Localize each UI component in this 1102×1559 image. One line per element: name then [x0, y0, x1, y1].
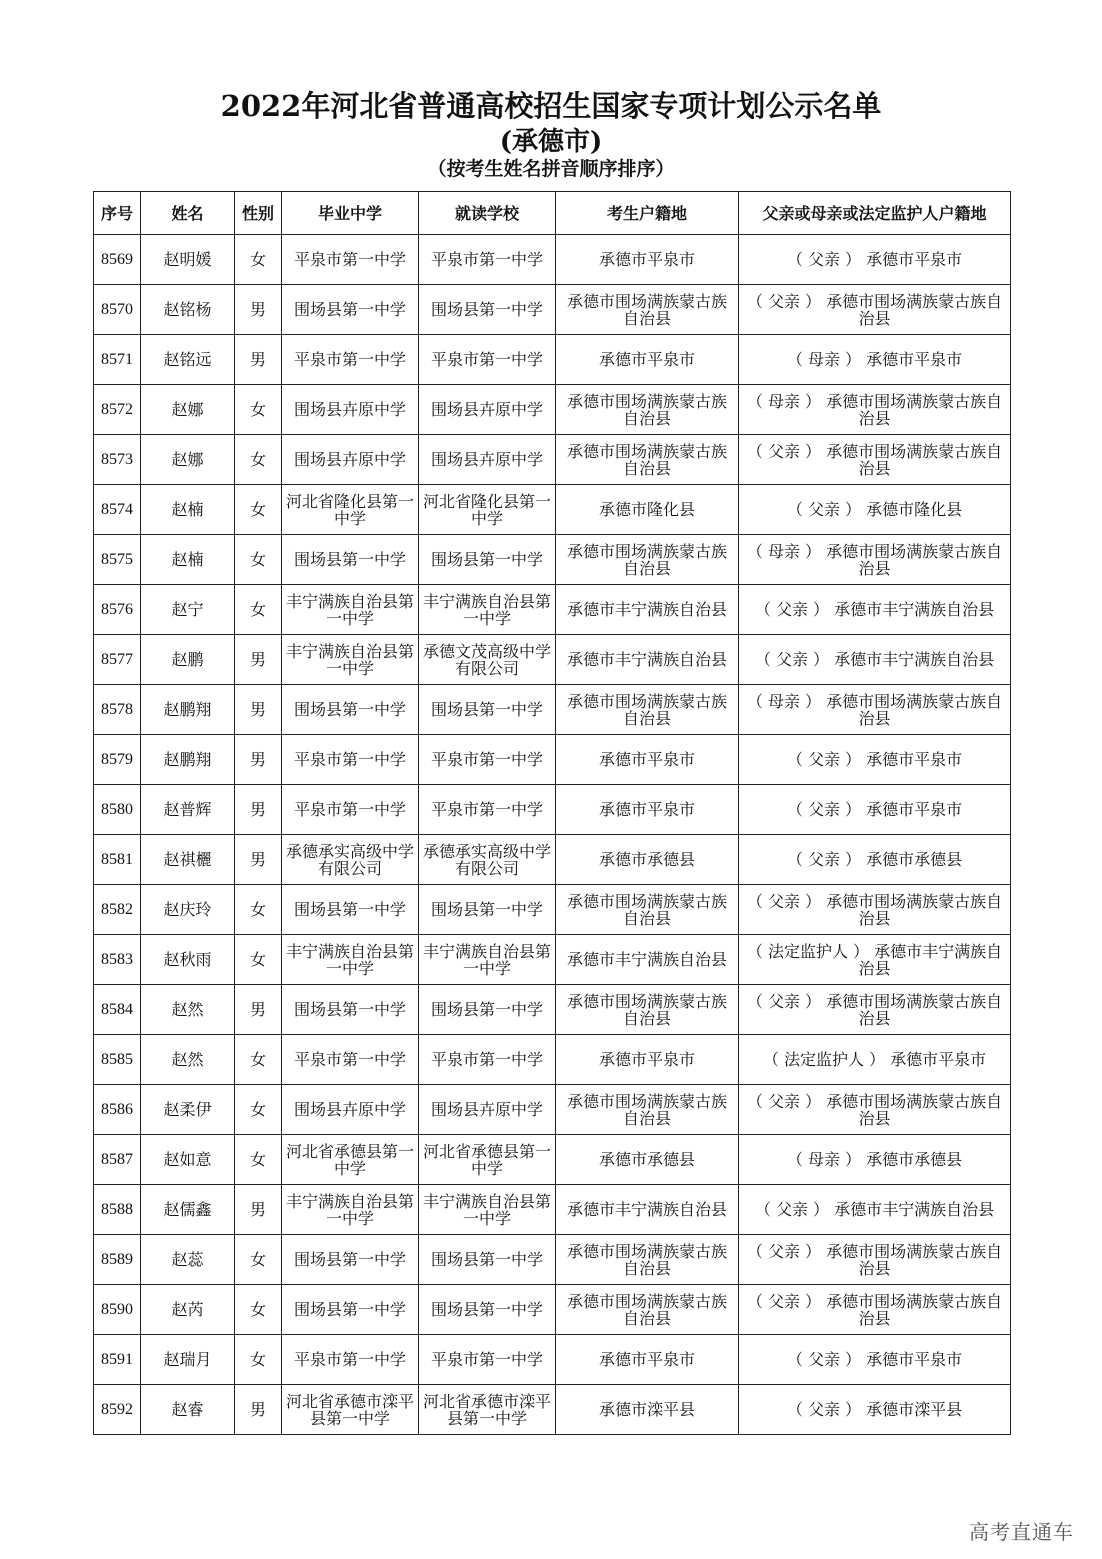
- cell-seq: 8585: [94, 1035, 141, 1085]
- cell-graduation-school: 围场县第一中学: [282, 535, 419, 585]
- cell-seq: 8574: [94, 485, 141, 535]
- cell-guardian-registration: （ 父亲 ） 承德市平泉市: [739, 785, 1011, 835]
- cell-current-school: 围场县第一中学: [419, 985, 556, 1035]
- cell-guardian-registration: （ 父亲 ） 承德市围场满族蒙古族自治县: [739, 435, 1011, 485]
- cell-name: 赵然: [141, 1035, 235, 1085]
- cell-current-school: 平泉市第一中学: [419, 785, 556, 835]
- cell-guardian-registration: （ 母亲 ） 承德市承德县: [739, 1135, 1011, 1185]
- cell-gender: 女: [235, 1335, 282, 1385]
- cell-gender: 女: [235, 885, 282, 935]
- cell-name: 赵娜: [141, 435, 235, 485]
- table-row: [94, 985, 1011, 1035]
- cell-current-school: 河北省承德县第一中学: [419, 1135, 556, 1185]
- table-row: [94, 535, 1011, 585]
- cell-name: 赵鹏: [141, 635, 235, 685]
- table-row: [94, 635, 1011, 685]
- cell-seq: 8570: [94, 285, 141, 335]
- cell-gender: 男: [235, 635, 282, 685]
- cell-current-school: 围场县第一中学: [419, 535, 556, 585]
- table-row: [94, 1335, 1011, 1385]
- cell-name: 赵楠: [141, 485, 235, 535]
- cell-gender: 男: [235, 1185, 282, 1235]
- table-row: [94, 885, 1011, 935]
- cell-guardian-registration: （ 父亲 ） 承德市围场满族蒙古族自治县: [739, 1285, 1011, 1335]
- cell-guardian-registration: （ 父亲 ） 承德市平泉市: [739, 735, 1011, 785]
- cell-guardian-registration: （ 父亲 ） 承德市围场满族蒙古族自治县: [739, 885, 1011, 935]
- cell-gender: 男: [235, 335, 282, 385]
- cell-current-school: 丰宁满族自治县第一中学: [419, 585, 556, 635]
- header-seq: 序号: [94, 192, 141, 235]
- cell-seq: 8588: [94, 1185, 141, 1235]
- cell-household-registration: 承德市围场满族蒙古族自治县: [556, 535, 739, 585]
- cell-gender: 女: [235, 1135, 282, 1185]
- cell-seq: 8576: [94, 585, 141, 635]
- cell-gender: 女: [235, 935, 282, 985]
- cell-gender: 女: [235, 435, 282, 485]
- cell-gender: 女: [235, 485, 282, 535]
- cell-seq: 8577: [94, 635, 141, 685]
- cell-current-school: 围场县第一中学: [419, 1285, 556, 1335]
- cell-household-registration: 承德市围场满族蒙古族自治县: [556, 285, 739, 335]
- table-body: [94, 235, 1011, 1435]
- cell-seq: 8580: [94, 785, 141, 835]
- cell-name: 赵明媛: [141, 235, 235, 285]
- cell-guardian-registration: （ 母亲 ） 承德市围场满族蒙古族自治县: [739, 385, 1011, 435]
- cell-current-school: 承德承实高级中学有限公司: [419, 835, 556, 885]
- cell-guardian-registration: （ 父亲 ） 承德市平泉市: [739, 235, 1011, 285]
- cell-household-registration: 承德市围场满族蒙古族自治县: [556, 985, 739, 1035]
- cell-current-school: 河北省隆化县第一中学: [419, 485, 556, 535]
- cell-gender: 女: [235, 235, 282, 285]
- cell-guardian-registration: （ 母亲 ） 承德市平泉市: [739, 335, 1011, 385]
- cell-guardian-registration: （ 父亲 ） 承德市滦平县: [739, 1385, 1011, 1435]
- table-row: [94, 1185, 1011, 1235]
- cell-current-school: 围场县第一中学: [419, 285, 556, 335]
- cell-name: 赵蕊: [141, 1235, 235, 1285]
- header-current-school: 就读学校: [419, 192, 556, 235]
- cell-gender: 男: [235, 985, 282, 1035]
- table-row: [94, 685, 1011, 735]
- cell-guardian-registration: （ 母亲 ） 承德市围场满族蒙古族自治县: [739, 685, 1011, 735]
- cell-graduation-school: 平泉市第一中学: [282, 735, 419, 785]
- cell-gender: 女: [235, 1035, 282, 1085]
- cell-name: 赵如意: [141, 1135, 235, 1185]
- cell-seq: 8575: [94, 535, 141, 585]
- cell-guardian-registration: （ 父亲 ） 承德市围场满族蒙古族自治县: [739, 285, 1011, 335]
- cell-guardian-registration: （ 母亲 ） 承德市围场满族蒙古族自治县: [739, 535, 1011, 585]
- table-row: [94, 785, 1011, 835]
- table-row: [94, 1085, 1011, 1135]
- cell-guardian-registration: （ 父亲 ） 承德市围场满族蒙古族自治县: [739, 1235, 1011, 1285]
- admission-roster-table: [93, 191, 1011, 1435]
- cell-seq: 8591: [94, 1335, 141, 1385]
- cell-graduation-school: 河北省隆化县第一中学: [282, 485, 419, 535]
- cell-graduation-school: 围场县第一中学: [282, 985, 419, 1035]
- watermark-text: 高考直通车: [969, 1520, 1074, 1544]
- cell-current-school: 平泉市第一中学: [419, 735, 556, 785]
- cell-gender: 女: [235, 1285, 282, 1335]
- cell-guardian-registration: （ 父亲 ） 承德市隆化县: [739, 485, 1011, 535]
- cell-name: 赵鹏翔: [141, 735, 235, 785]
- cell-household-registration: 承德市滦平县: [556, 1385, 739, 1435]
- cell-graduation-school: 丰宁满族自治县第一中学: [282, 935, 419, 985]
- cell-guardian-registration: （ 法定监护人 ） 承德市平泉市: [739, 1035, 1011, 1085]
- cell-graduation-school: 围场县第一中学: [282, 1285, 419, 1335]
- cell-seq: 8586: [94, 1085, 141, 1135]
- cell-name: 赵然: [141, 985, 235, 1035]
- cell-graduation-school: 平泉市第一中学: [282, 235, 419, 285]
- cell-guardian-registration: （ 法定监护人 ） 承德市丰宁满族自治县: [739, 935, 1011, 985]
- cell-seq: 8583: [94, 935, 141, 985]
- cell-graduation-school: 承德承实高级中学有限公司: [282, 835, 419, 885]
- cell-current-school: 丰宁满族自治县第一中学: [419, 1185, 556, 1235]
- cell-seq: 8572: [94, 385, 141, 435]
- cell-current-school: 丰宁满族自治县第一中学: [419, 935, 556, 985]
- cell-seq: 8584: [94, 985, 141, 1035]
- table-row: [94, 585, 1011, 635]
- cell-guardian-registration: （ 父亲 ） 承德市丰宁满族自治县: [739, 585, 1011, 635]
- cell-current-school: 围场县卉原中学: [419, 435, 556, 485]
- table-row: [94, 1385, 1011, 1435]
- table-row: [94, 1135, 1011, 1185]
- cell-name: 赵秋雨: [141, 935, 235, 985]
- cell-gender: 男: [235, 685, 282, 735]
- cell-household-registration: 承德市平泉市: [556, 1335, 739, 1385]
- cell-household-registration: 承德市丰宁满族自治县: [556, 1185, 739, 1235]
- cell-graduation-school: 平泉市第一中学: [282, 1335, 419, 1385]
- cell-household-registration: 承德市承德县: [556, 835, 739, 885]
- table-row: [94, 285, 1011, 335]
- cell-current-school: 平泉市第一中学: [419, 235, 556, 285]
- table-row: [94, 235, 1011, 285]
- header-household-registration: 考生户籍地: [556, 192, 739, 235]
- cell-graduation-school: 围场县卉原中学: [282, 435, 419, 485]
- cell-seq: 8589: [94, 1235, 141, 1285]
- cell-graduation-school: 围场县卉原中学: [282, 1085, 419, 1135]
- cell-current-school: 平泉市第一中学: [419, 335, 556, 385]
- cell-household-registration: 承德市丰宁满族自治县: [556, 635, 739, 685]
- cell-name: 赵睿: [141, 1385, 235, 1435]
- cell-gender: 男: [235, 835, 282, 885]
- document-city-subtitle: (承德市): [499, 127, 603, 157]
- cell-guardian-registration: （ 父亲 ） 承德市平泉市: [739, 1335, 1011, 1385]
- cell-name: 赵楠: [141, 535, 235, 585]
- cell-name: 赵宁: [141, 585, 235, 635]
- cell-current-school: 围场县第一中学: [419, 1235, 556, 1285]
- cell-gender: 男: [235, 735, 282, 785]
- cell-graduation-school: 围场县卉原中学: [282, 385, 419, 435]
- cell-graduation-school: 丰宁满族自治县第一中学: [282, 585, 419, 635]
- cell-name: 赵祺欐: [141, 835, 235, 885]
- cell-name: 赵儒鑫: [141, 1185, 235, 1235]
- cell-household-registration: 承德市丰宁满族自治县: [556, 935, 739, 985]
- cell-seq: 8579: [94, 735, 141, 785]
- cell-gender: 男: [235, 285, 282, 335]
- cell-household-registration: 承德市围场满族蒙古族自治县: [556, 1285, 739, 1335]
- cell-graduation-school: 河北省承德市滦平县第一中学: [282, 1385, 419, 1435]
- cell-seq: 8573: [94, 435, 141, 485]
- table-row: [94, 935, 1011, 985]
- cell-household-registration: 承德市围场满族蒙古族自治县: [556, 885, 739, 935]
- cell-graduation-school: 平泉市第一中学: [282, 785, 419, 835]
- cell-guardian-registration: （ 父亲 ） 承德市承德县: [739, 835, 1011, 885]
- cell-name: 赵芮: [141, 1285, 235, 1335]
- cell-graduation-school: 围场县第一中学: [282, 285, 419, 335]
- cell-household-registration: 承德市丰宁满族自治县: [556, 585, 739, 635]
- cell-seq: 8581: [94, 835, 141, 885]
- header-name: 姓名: [141, 192, 235, 235]
- cell-name: 赵柔伊: [141, 1085, 235, 1135]
- cell-current-school: 围场县第一中学: [419, 685, 556, 735]
- cell-graduation-school: 丰宁满族自治县第一中学: [282, 1185, 419, 1235]
- table-row: [94, 735, 1011, 785]
- cell-name: 赵普辉: [141, 785, 235, 835]
- cell-current-school: 平泉市第一中学: [419, 1335, 556, 1385]
- cell-household-registration: 承德市平泉市: [556, 335, 739, 385]
- cell-gender: 男: [235, 1385, 282, 1435]
- cell-current-school: 围场县卉原中学: [419, 1085, 556, 1135]
- cell-seq: 8590: [94, 1285, 141, 1335]
- table-row: [94, 485, 1011, 535]
- table-row: [94, 1035, 1011, 1085]
- cell-household-registration: 承德市围场满族蒙古族自治县: [556, 1235, 739, 1285]
- cell-guardian-registration: （ 父亲 ） 承德市围场满族蒙古族自治县: [739, 985, 1011, 1035]
- cell-name: 赵鹏翔: [141, 685, 235, 735]
- table-row: [94, 385, 1011, 435]
- header-gender: 性别: [235, 192, 282, 235]
- cell-graduation-school: 平泉市第一中学: [282, 335, 419, 385]
- header-graduation-school: 毕业中学: [282, 192, 419, 235]
- cell-graduation-school: 河北省承德县第一中学: [282, 1135, 419, 1185]
- cell-current-school: 平泉市第一中学: [419, 1035, 556, 1085]
- cell-name: 赵铭远: [141, 335, 235, 385]
- table-row: [94, 435, 1011, 485]
- cell-seq: 8592: [94, 1385, 141, 1435]
- cell-household-registration: 承德市围场满族蒙古族自治县: [556, 1085, 739, 1135]
- header-guardian-registration: 父亲或母亲或法定监护人户籍地: [739, 192, 1011, 235]
- cell-household-registration: 承德市承德县: [556, 1135, 739, 1185]
- cell-household-registration: 承德市隆化县: [556, 485, 739, 535]
- cell-household-registration: 承德市围场满族蒙古族自治县: [556, 685, 739, 735]
- cell-seq: 8582: [94, 885, 141, 935]
- cell-current-school: 围场县第一中学: [419, 885, 556, 935]
- cell-current-school: 围场县卉原中学: [419, 385, 556, 435]
- cell-current-school: 河北省承德市滦平县第一中学: [419, 1385, 556, 1435]
- cell-gender: 女: [235, 535, 282, 585]
- cell-graduation-school: 围场县第一中学: [282, 685, 419, 735]
- cell-seq: 8578: [94, 685, 141, 735]
- cell-guardian-registration: （ 父亲 ） 承德市丰宁满族自治县: [739, 1185, 1011, 1235]
- cell-household-registration: 承德市平泉市: [556, 1035, 739, 1085]
- cell-name: 赵庆玲: [141, 885, 235, 935]
- cell-seq: 8587: [94, 1135, 141, 1185]
- document-title: 2022年河北省普通高校招生国家专项计划公示名单: [220, 89, 882, 123]
- cell-graduation-school: 丰宁满族自治县第一中学: [282, 635, 419, 685]
- cell-gender: 男: [235, 785, 282, 835]
- cell-seq: 8571: [94, 335, 141, 385]
- table-header: [94, 192, 1011, 235]
- table-row: [94, 335, 1011, 385]
- cell-household-registration: 承德市围场满族蒙古族自治县: [556, 385, 739, 435]
- table-row: [94, 1285, 1011, 1335]
- cell-seq: 8569: [94, 235, 141, 285]
- header-row: [94, 192, 1011, 235]
- cell-household-registration: 承德市平泉市: [556, 235, 739, 285]
- table-row: [94, 1235, 1011, 1285]
- cell-graduation-school: 平泉市第一中学: [282, 1035, 419, 1085]
- cell-gender: 女: [235, 385, 282, 435]
- cell-gender: 女: [235, 1235, 282, 1285]
- cell-guardian-registration: （ 父亲 ） 承德市围场满族蒙古族自治县: [739, 1085, 1011, 1135]
- cell-gender: 女: [235, 585, 282, 635]
- cell-household-registration: 承德市平泉市: [556, 735, 739, 785]
- cell-guardian-registration: （ 父亲 ） 承德市丰宁满族自治县: [739, 635, 1011, 685]
- document-sort-note: （按考生姓名拼音顺序排序）: [427, 158, 675, 180]
- cell-gender: 女: [235, 1085, 282, 1135]
- cell-current-school: 承德文茂高级中学有限公司: [419, 635, 556, 685]
- cell-graduation-school: 围场县第一中学: [282, 885, 419, 935]
- cell-name: 赵娜: [141, 385, 235, 435]
- cell-name: 赵瑞月: [141, 1335, 235, 1385]
- cell-household-registration: 承德市平泉市: [556, 785, 739, 835]
- table-row: [94, 835, 1011, 885]
- cell-graduation-school: 围场县第一中学: [282, 1235, 419, 1285]
- cell-name: 赵铭杨: [141, 285, 235, 335]
- cell-household-registration: 承德市围场满族蒙古族自治县: [556, 435, 739, 485]
